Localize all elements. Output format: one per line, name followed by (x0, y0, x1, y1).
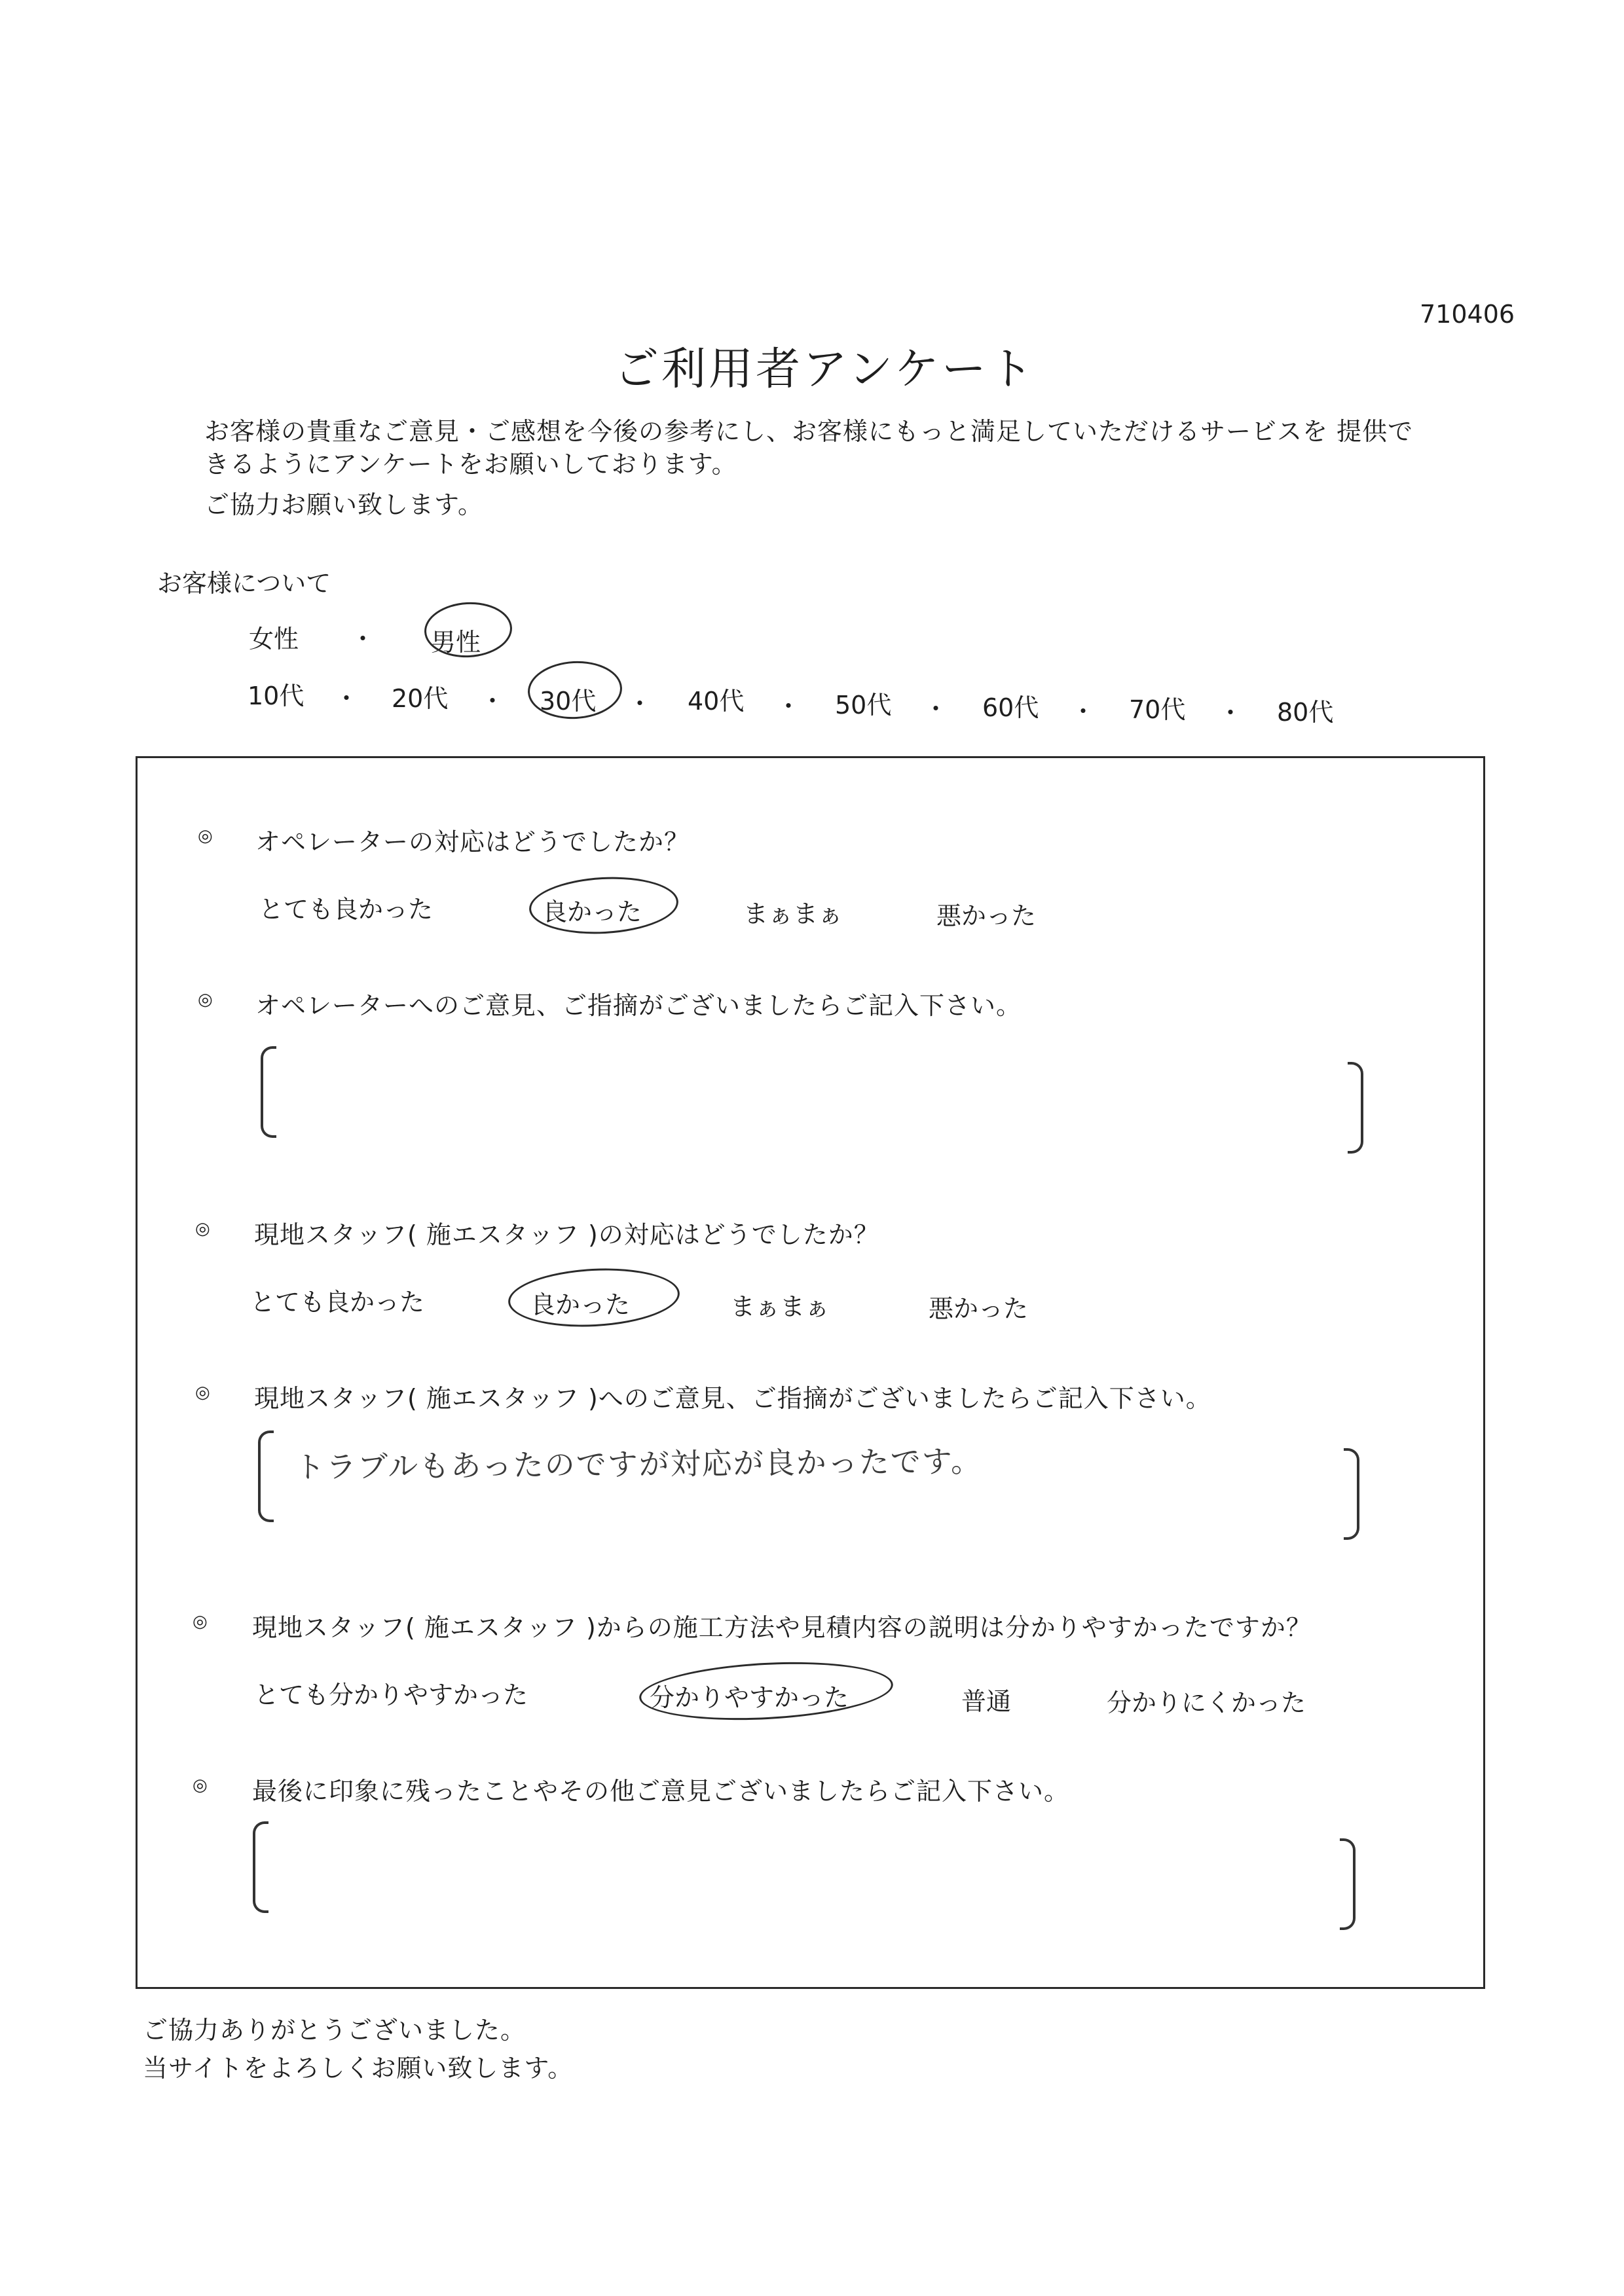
separator: ・ (334, 684, 360, 713)
separator: ・ (1218, 699, 1244, 727)
age-option-30[interactable]: 30代 (540, 687, 597, 716)
bullet-icon: ◎ (193, 1612, 208, 1631)
closing-line-1: ご協力ありがとうございました。 (143, 2016, 526, 2045)
bullet-icon: ◎ (198, 990, 213, 1010)
separator: ・ (923, 695, 949, 723)
gender-option-male[interactable]: 男性 (431, 628, 481, 657)
question-5: 現地スタッフ( 施エスタッフ )からの施工方法や見積内容の説明は分かりやすかったですか？ (252, 1613, 1312, 1642)
intro-line-3: ご協力お願い致します。 (204, 490, 483, 519)
question-2: オペレーターへのご意見、ご指摘がございましたらご記入下さい。 (255, 991, 1022, 1020)
bullet-icon: ◎ (198, 826, 213, 846)
bullet-icon: ◎ (195, 1383, 210, 1402)
page-title: ご利用者アンケート (614, 344, 1036, 395)
question-6: 最後に印象に残ったことやその他ご意見ございましたらご記入下さい。 (252, 1777, 1070, 1806)
closing-line-2: 当サイトをよろしくお願い致します。 (143, 2054, 574, 2083)
age-option-70[interactable]: 70代 (1129, 695, 1186, 724)
separator: ・ (776, 692, 802, 721)
q1-option-very-good[interactable]: とても良かった (259, 895, 434, 924)
answer-bracket-left (261, 1046, 276, 1138)
age-option-10[interactable]: 10代 (248, 682, 304, 710)
q5-option-easy[interactable]: 分かりやすかった (650, 1683, 849, 1712)
answer-bracket-right (1344, 1448, 1359, 1540)
answer-bracket-left (258, 1430, 274, 1522)
q3-option-bad[interactable]: 悪かった (929, 1294, 1029, 1323)
q4-answer[interactable]: トラブルもあったのですが対応が良かったです。 (294, 1443, 983, 1485)
q5-option-very-easy[interactable]: とても分かりやすかった (254, 1681, 528, 1709)
separator: ・ (350, 625, 376, 653)
bullet-icon: ◎ (193, 1776, 208, 1795)
answer-bracket-right (1348, 1062, 1363, 1154)
q3-option-average[interactable]: まぁまぁ (730, 1292, 830, 1321)
customer-section-label: お客様について (157, 569, 331, 598)
q1-option-average[interactable]: まぁまぁ (743, 900, 843, 928)
q1-option-bad[interactable]: 悪かった (936, 902, 1037, 930)
document-id: 710406 (1420, 300, 1515, 329)
q1-option-good[interactable]: 良かった (542, 898, 642, 926)
age-option-20[interactable]: 20代 (392, 684, 449, 713)
intro-line-1: お客様の貴重なご意見・ご感想を今後の参考にし、お客様にもっと満足していただけるサービスを 提供で (204, 417, 1414, 446)
age-option-80[interactable]: 80代 (1277, 698, 1334, 727)
q3-option-very-good[interactable]: とても良かった (250, 1288, 425, 1317)
separator: ・ (1071, 697, 1096, 726)
bullet-icon: ◎ (195, 1219, 210, 1239)
answer-bracket-left (253, 1821, 268, 1913)
intro-line-2: きるようにアンケートをお願いしております。 (204, 450, 737, 479)
question-3: 現地スタッフ( 施エスタッフ )の対応はどうでしたか？ (254, 1220, 879, 1249)
age-option-40[interactable]: 40代 (688, 687, 745, 716)
gender-option-female[interactable]: 女性 (249, 625, 299, 653)
question-4: 現地スタッフ( 施エスタッフ )へのご意見、ご指摘がございましたらご記入下さい。 (254, 1384, 1211, 1413)
age-option-60[interactable]: 60代 (982, 693, 1039, 722)
age-option-50[interactable]: 50代 (835, 691, 892, 720)
q5-option-normal[interactable]: 普通 (961, 1687, 1012, 1716)
q3-option-good[interactable]: 良かった (530, 1290, 631, 1319)
answer-bracket-right (1340, 1838, 1356, 1930)
separator: ・ (627, 689, 653, 718)
question-1: オペレーターの対応はどうでしたか？ (255, 828, 690, 856)
separator: ・ (480, 687, 506, 716)
q5-option-difficult[interactable]: 分かりにくかった (1107, 1688, 1306, 1717)
